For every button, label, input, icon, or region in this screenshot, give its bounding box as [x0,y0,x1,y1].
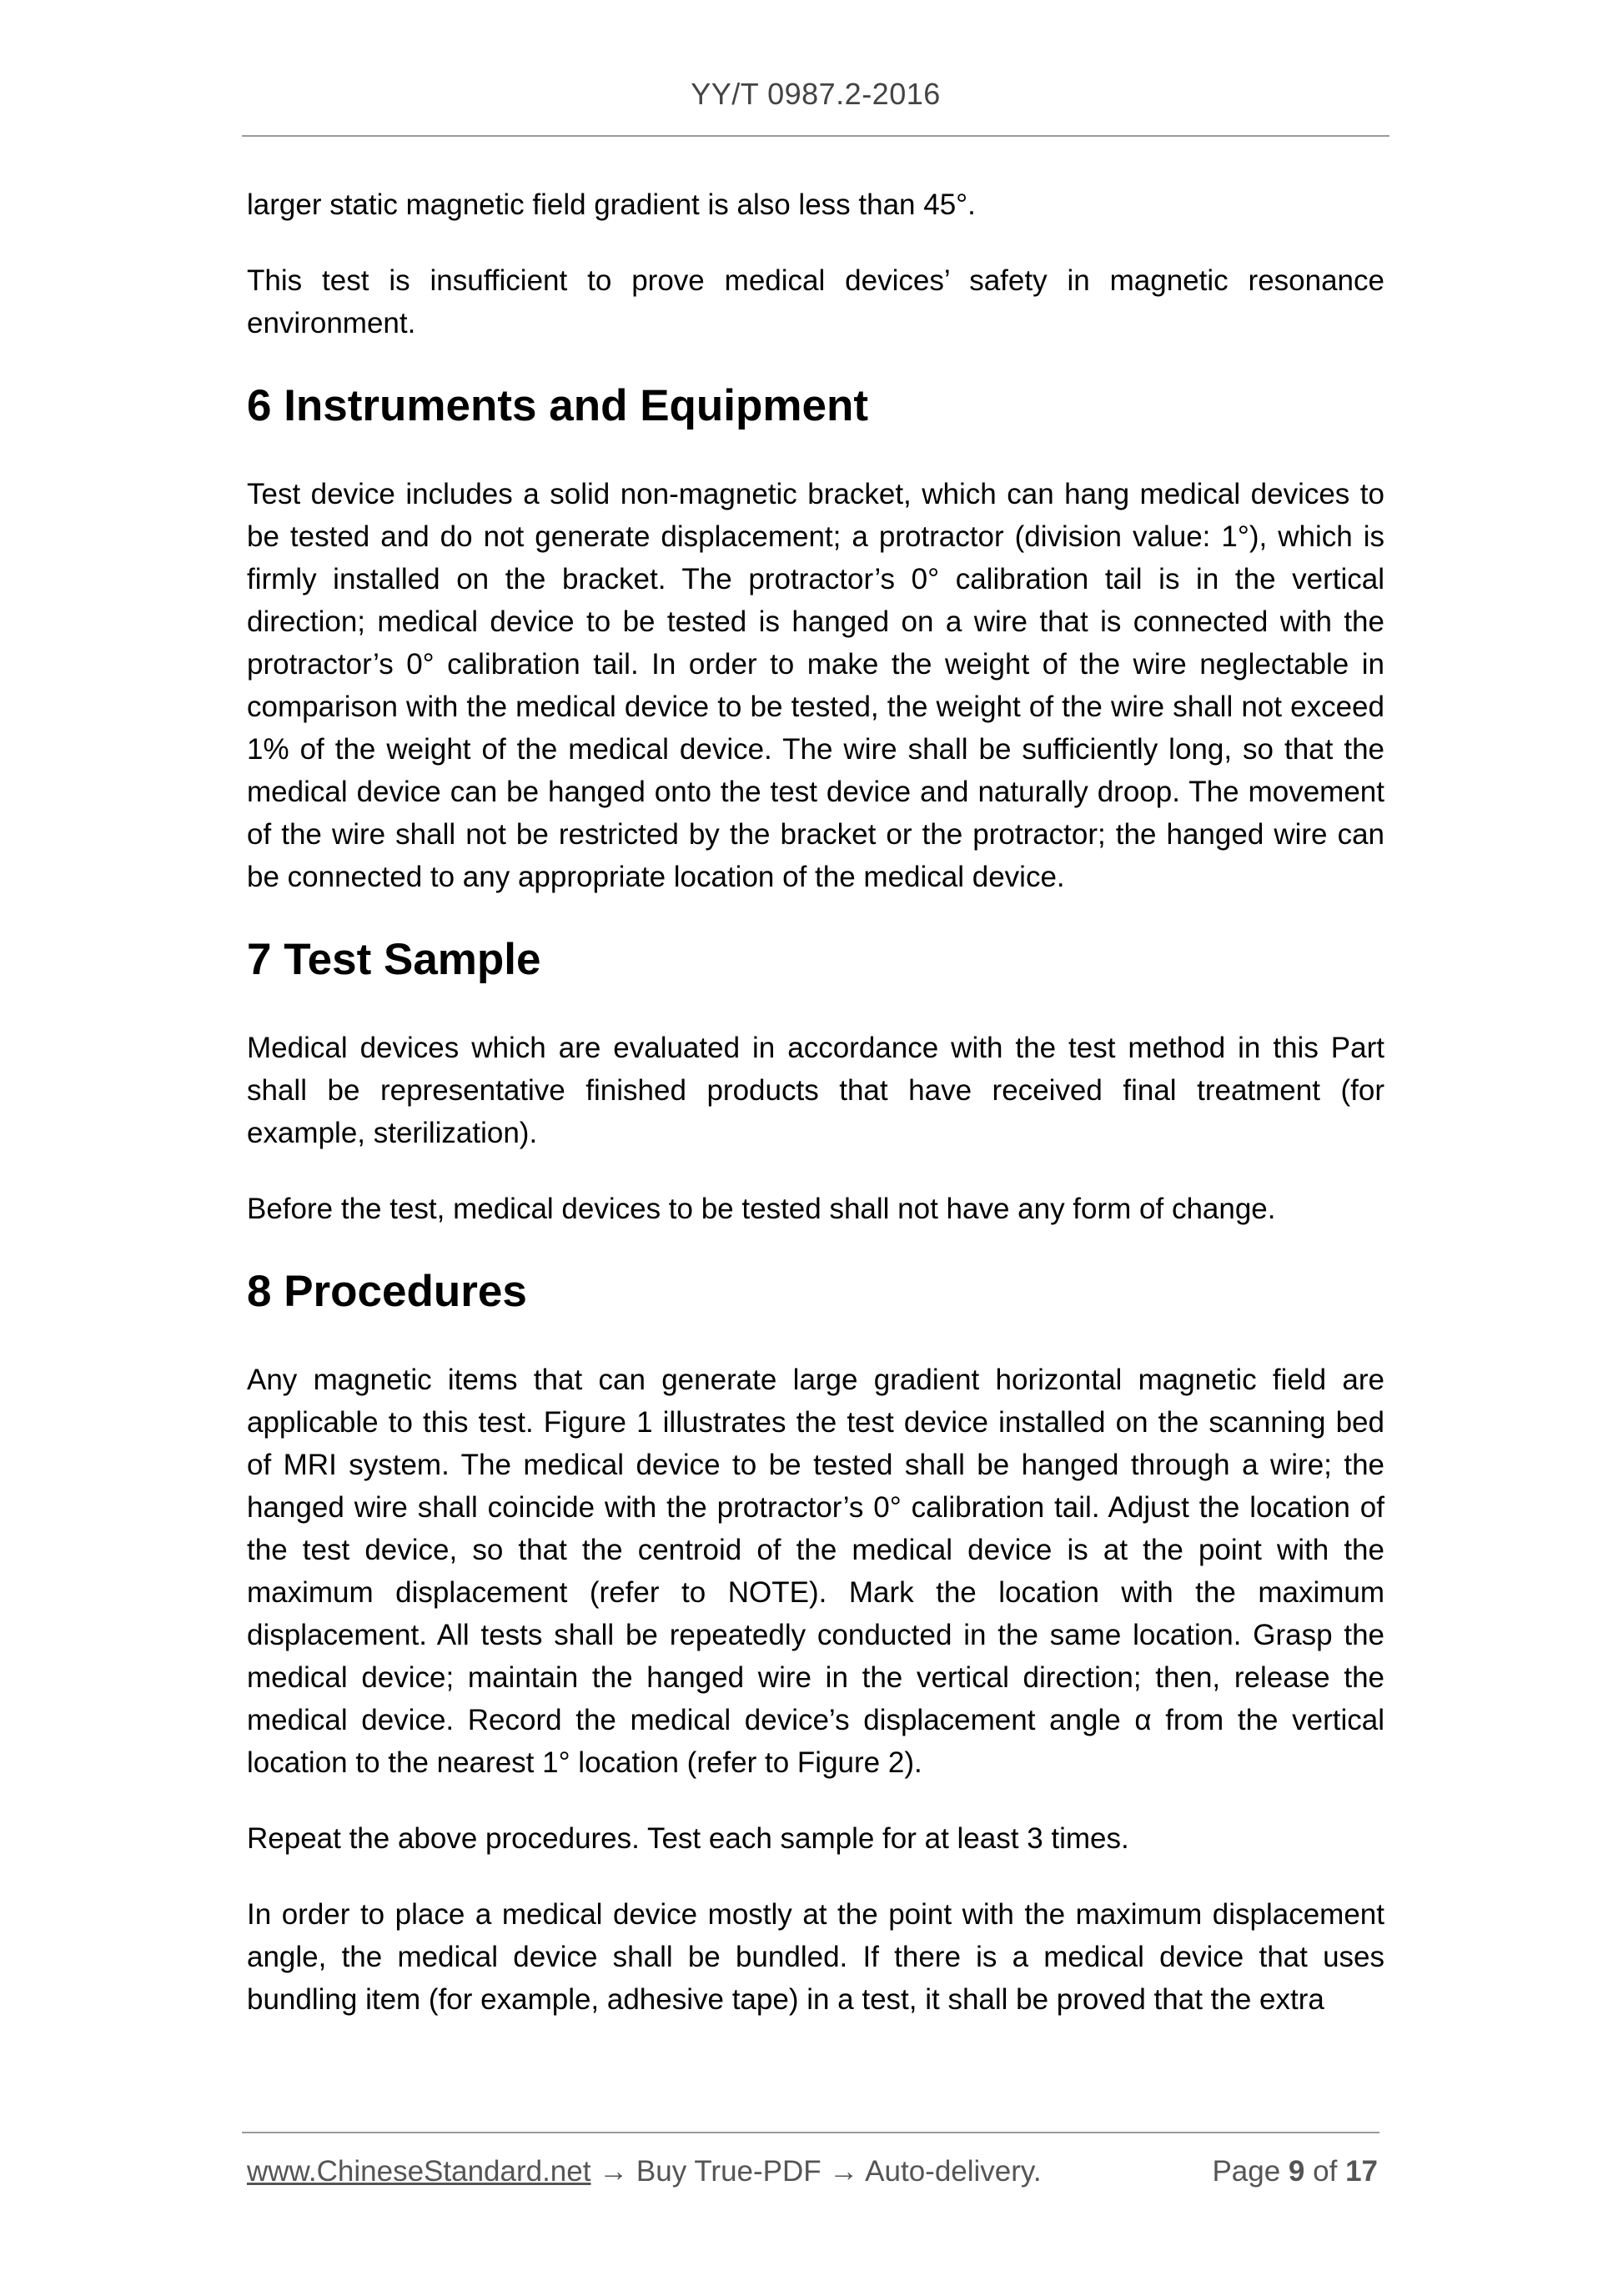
page-indicator [1212,2153,1378,2191]
page-current: 9 [1288,2155,1305,2188]
section-7-heading: 7 Test Sample [247,935,541,984]
section-6-heading: 6 Instruments and Equipment [247,381,869,430]
section-7-paragraph-1: Medical devices which are evaluated in accordance with the test method in this Part shall be representative finished products that have received final treatment (for example, sterilization). [247,1032,1384,1149]
header-divider [242,135,1389,137]
promo-text: → Buy True-PDF → Auto-delivery. [599,2155,1042,2188]
section-8-paragraph-3: In order to place a medical device mostly at the point with the maximum displacement angle, the medical device shall be bundled. If there is a medical device that uses bundling item (for example, adhesive tape) in a test, it shall be proved that the extra [247,1898,1384,2016]
running-header: YY/T 0987.2-2016 [691,77,941,111]
website-link[interactable]: www.ChineseStandard.net [247,2155,591,2188]
document-body [247,183,1384,2021]
section-7-paragraph-2: Before the test, medical devices to be tested shall not have any form of change. [247,1193,1276,1225]
section-6-paragraph-1: Test device includes a solid non-magnetic bracket, which can hang medical devices to be tested and do not generate displacement; a protractor (division value: 1°), which is firmly installed on the bracket. The protractor’s 0° calibration tail is in the vertical direction; medical device to be tested is hanged on a wire that is connected with the protractor’s 0° calibration tail. In order to make the weight of the wire neglectable in comparison with the medical device to be tested, the weight of the wire shall not exceed 1% of the weight of the medical device. The wire shall be sufficiently long, so that the medical device can be hanged onto the test device and naturally droop. The movement of the wire shall not be restricted by the bracket or the protractor; the hanged wire can be connected to any appropriate location of the medical device. [247,478,1384,893]
paragraph-intro-1: larger static magnetic field gradient is also less than 45°. [247,188,976,221]
page-footer [247,2153,1378,2191]
section-8-paragraph-1: Any magnetic items that can generate large gradient horizontal magnetic field are applicable to this test. Figure 1 illustrates the test device installed on the scanning bed of MRI system. The medical device to be tested shall be hanged through a wire; the hanged wire shall coincide with the protractor’s 0° calibration tail. Adjust the location of the test device, so that the centroid of the medical device is at the point with the maximum displacement (refer to NOTE). Mark the location with the maximum displacement. All tests shall be repeatedly conducted in the same location. Grasp the medical device; maintain the hanged wire in the vertical direction; then, release the medical device. Record the medical device’s displacement angle α from the vertical location to the nearest 1° location (refer to Figure 2). [247,1364,1384,1779]
section-8-heading: 8 Procedures [247,1267,527,1316]
page-label: Page [1212,2155,1281,2188]
page-of-label: of [1313,2155,1338,2188]
paragraph-intro-2: This test is insufficient to prove medical devices’ safety in magnetic resonance environment. [247,264,1384,339]
page-total: 17 [1345,2155,1378,2188]
footer-divider [242,2132,1379,2133]
section-8-paragraph-2: Repeat the above procedures. Test each sample for at least 3 times. [247,1822,1129,1855]
